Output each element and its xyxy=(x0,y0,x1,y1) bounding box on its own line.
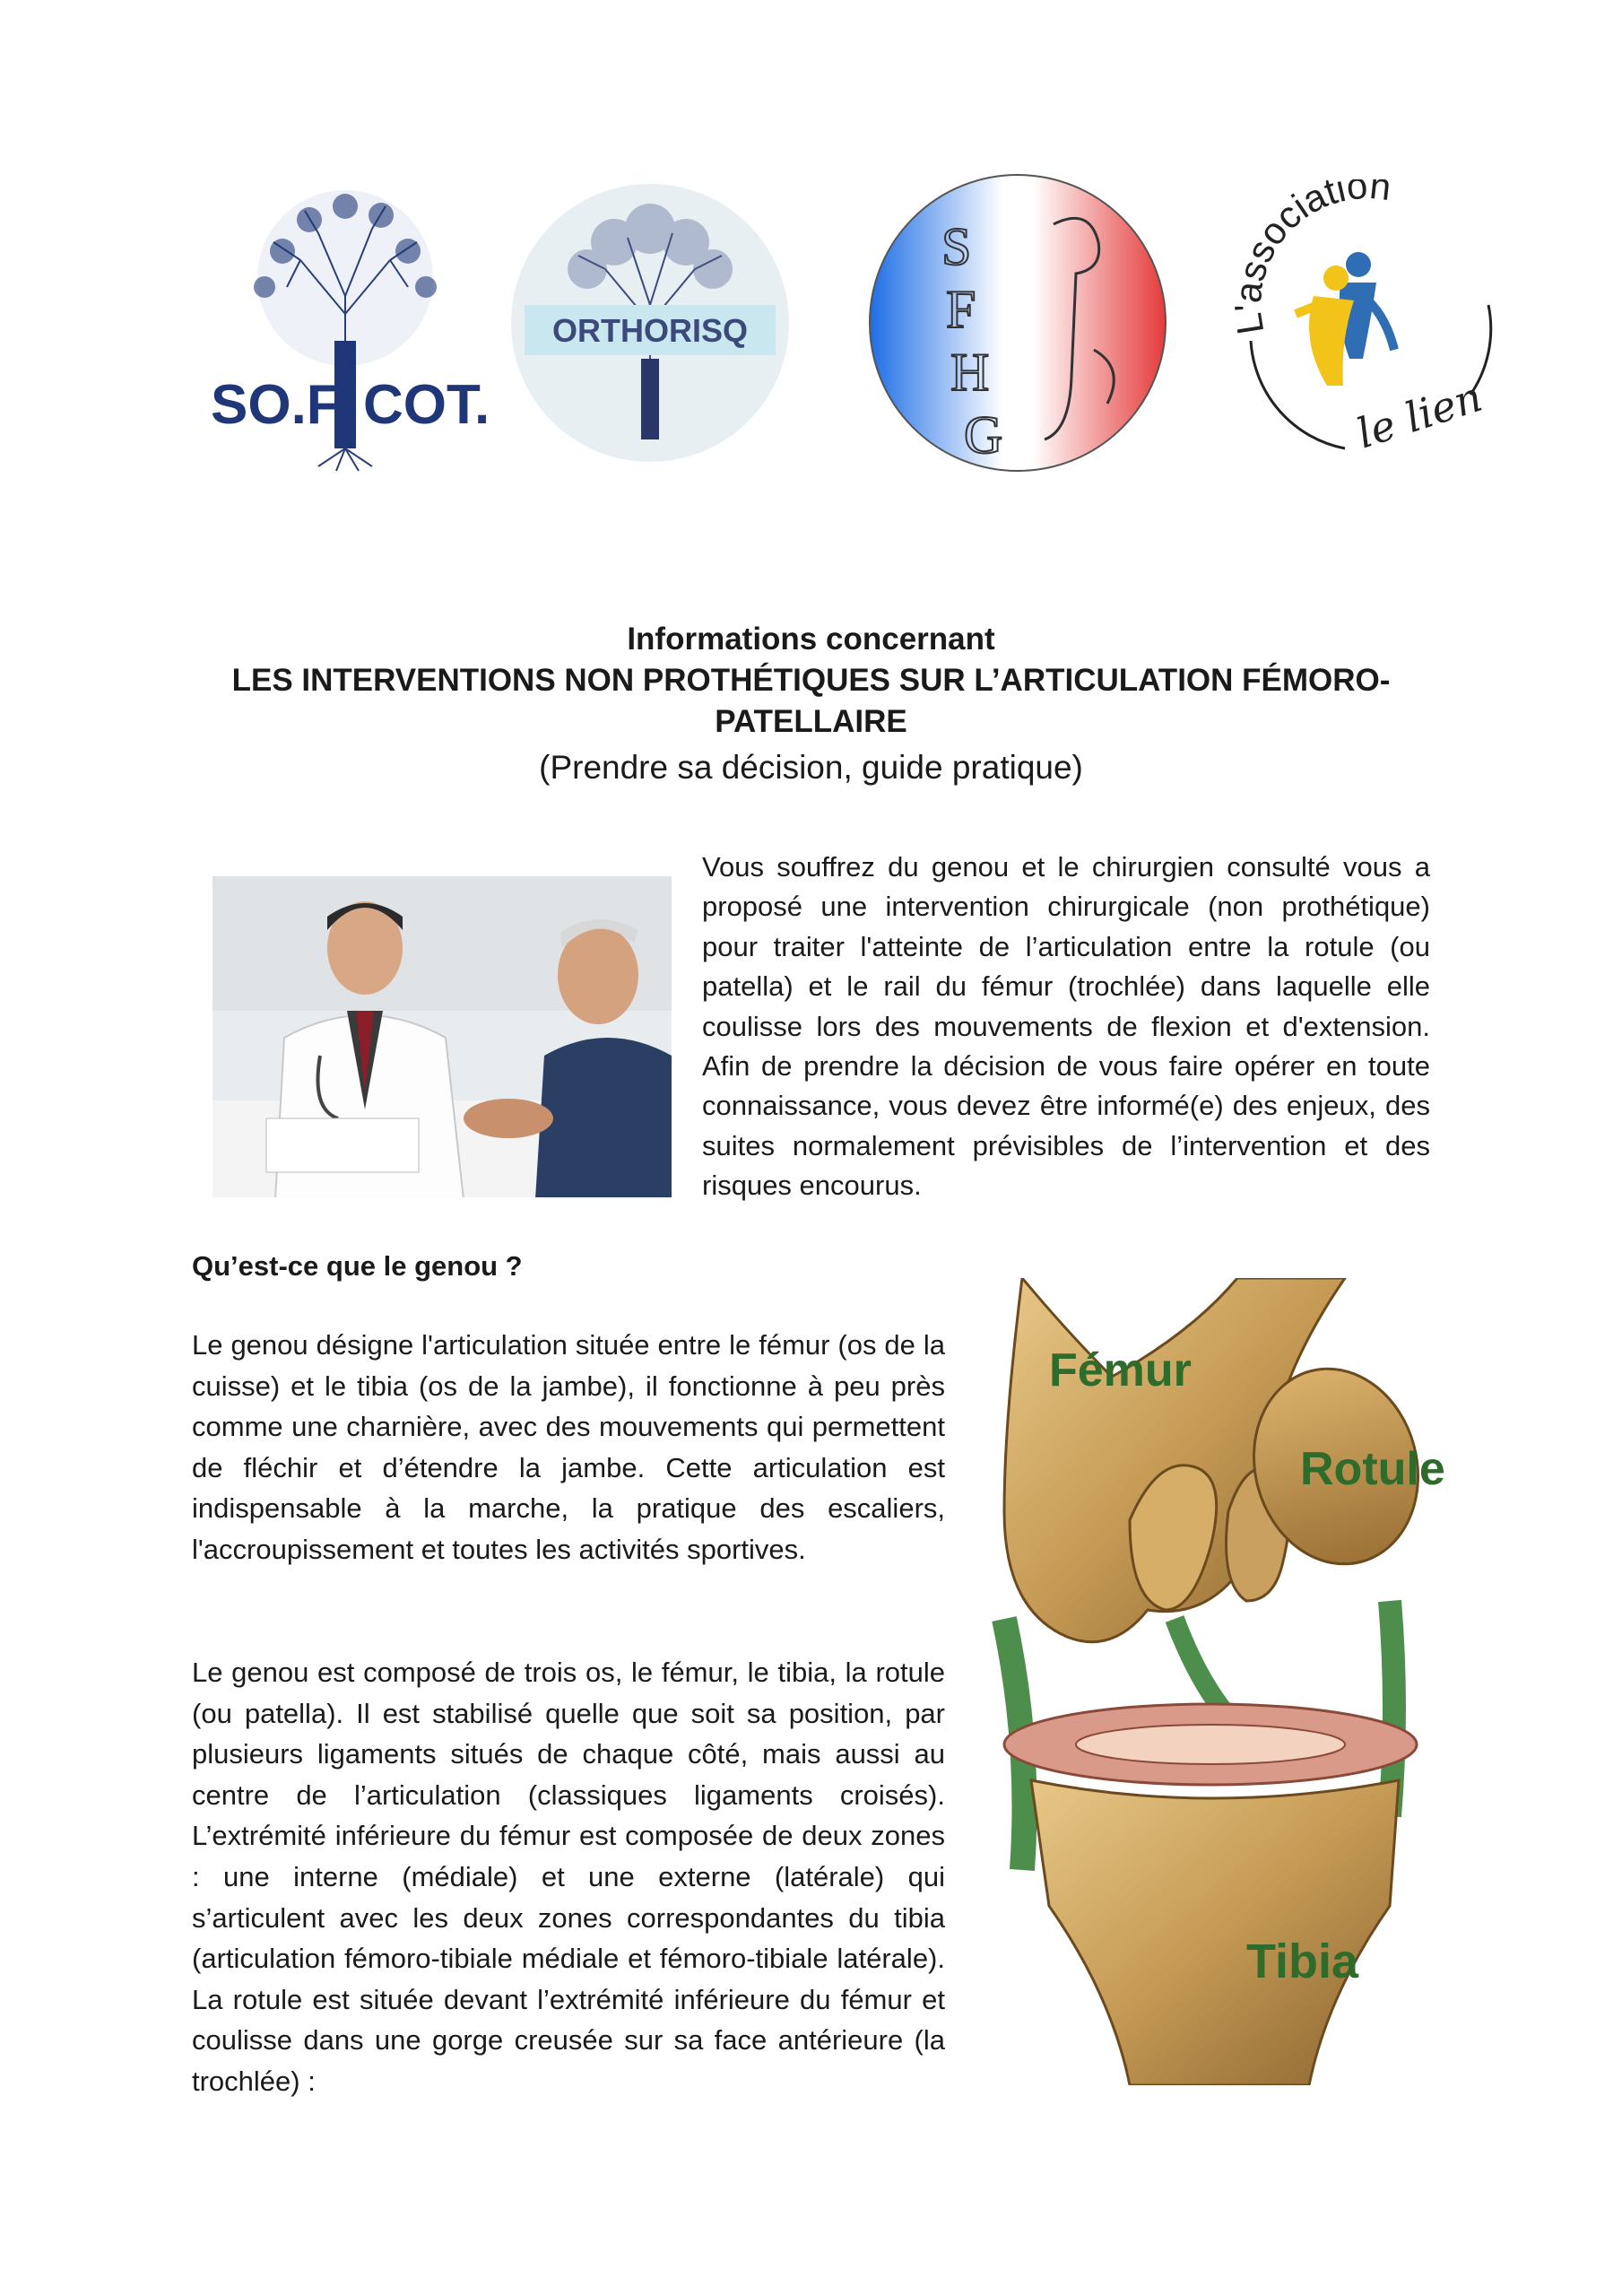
title-main: LES INTERVENTIONS NON PROTHÉTIQUES SUR L’ARTICULATION FÉMORO-PATELLAIRE xyxy=(231,663,1391,739)
orthorisq-logo-text: ORTHORISQ xyxy=(551,312,749,349)
femur-label: Fémur xyxy=(1049,1344,1192,1396)
section-heading: Qu’est-ce que le genou ? xyxy=(192,1250,523,1282)
svg-text:H: H xyxy=(950,343,990,402)
lien-logo-text-bottom: le lien xyxy=(1350,371,1488,458)
title-subtitle: (Prendre sa décision, guide pratique) xyxy=(539,749,1083,786)
lien-logo-text-top: L'association xyxy=(1228,179,1393,338)
knee-paragraph-1: Le genou désigne l'articulation située entre le fémur (os de la cuisse) et le tibia (os de la jambe), il fonctionne à peu près comme une charnière, avec des mouvements qui permettent de fléchir et d’étendre la jambe. Cette articulation est indispensable à la marche, la pratique des escaliers, l'accroupissement et toutes les activités sportives. xyxy=(192,1329,945,1565)
doctor-patient-photo xyxy=(213,876,672,1197)
sofcot-logo-text-left: SO.F xyxy=(211,374,341,436)
orthorisq-logo xyxy=(507,179,794,466)
svg-text:F: F xyxy=(946,280,976,339)
tibia-label: Tibia xyxy=(1246,1935,1359,1988)
document-title xyxy=(179,619,1443,789)
sofcot-logo-text-right: COT. xyxy=(363,374,489,436)
association-le-lien-logo xyxy=(1228,179,1506,475)
intro-paragraph: Vous souffrez du genou et le chirurgien consulté vous a proposé une intervention chirurgicale (non prothétique) pour traiter l'atteinte de l’articulation entre la rotule (ou patella) et le rail du fémur (trochlée) dans laquelle elle coulisse lors des mouvements de flexion et d'extension. Afin de prendre la décision de vous faire opérer en toute connaissance, vous devez être informé(e) des enjeux, des suites normalement prévisibles de l’intervention et des risques encourus. xyxy=(702,851,1430,1202)
svg-text:S: S xyxy=(941,217,972,276)
rotule-label: Rotule xyxy=(1300,1443,1445,1495)
title-intro-line: Informations concernant xyxy=(627,622,995,657)
knee-anatomy-illustration xyxy=(968,1278,1470,2085)
sofcot-logo xyxy=(202,179,489,475)
knee-paragraph-2: Le genou est composé de trois os, le fémur, le tibia, la rotule (ou patella). Il est stabilisé quelle que soit sa position, par plusieurs ligaments situés de chaque côté, mais aussi au centre de l’articulation (classiques ligaments croisés). L’extrémité inférieure du fémur est composée de deux zones : une interne (médiale) et une externe (latérale) qui s’articulent avec les deux zones correspondantes du tibia (articulation fémoro-tibiale médiale et fémoro-tibiale latérale). La rotule est située devant l’extrémité inférieure du fémur et coulisse dans une gorge creusée sur sa face antérieure (la trochlée) : xyxy=(192,1657,945,2097)
svg-text:G: G xyxy=(964,405,1003,465)
sfhg-logo xyxy=(865,170,1170,475)
